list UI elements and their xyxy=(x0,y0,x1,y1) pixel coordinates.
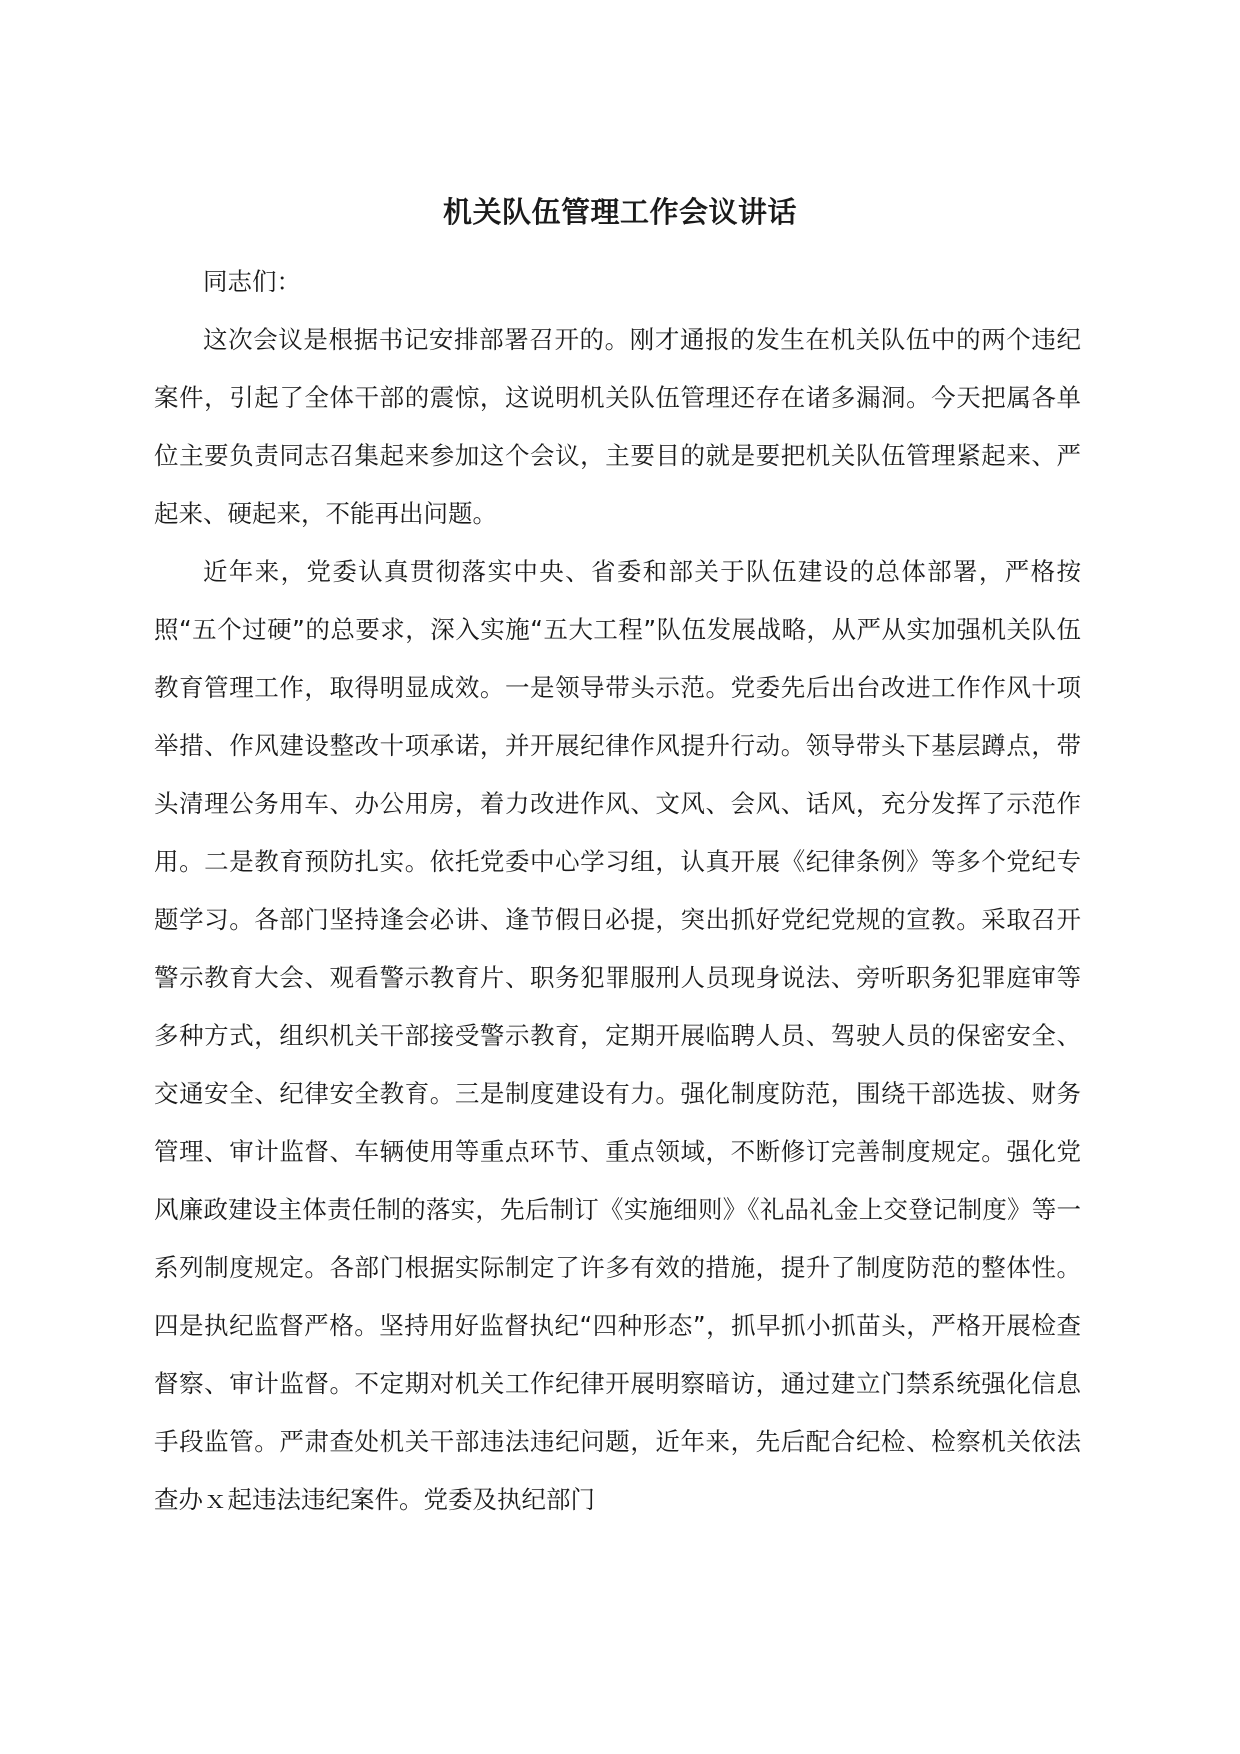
document-title: 机关队伍管理工作会议讲话 xyxy=(442,195,797,229)
paragraph-1: 这次会议是根据书记安排部署召开的。刚才通报的发生在机关队伍中的两个违纪案件，引起了全体干部的震惊，这说明机关队伍管理还存在诸多漏洞。今天把属各单位主要负责同志召集起来参加这个会议，主要目的就是要把机关队伍管理紧起来、严起来、硬起来，不能再出问题。 xyxy=(154,325,1081,528)
document-body xyxy=(154,253,1081,1529)
salutation: 同志们： xyxy=(203,267,301,296)
paragraph-2: 近年来，党委认真贯彻落实中央、省委和部关于队伍建设的总体部署，严格按照“五个过硬”的总要求，深入实施“五大工程”队伍发展战略，从严从实加强机关队伍教育管理工作，取得明显成效。一是领导带头示范。党委先后出台改进工作作风十项举措、作风建设整改十项承诺，并开展纪律作风提升行动。领导带头下基层蹲点，带头清理公务用车、办公用房，着力改进作风、文风、会风、话风，充分发挥了示范作用。二是教育预防扎实。依托党委中心学习组，认真开展《纪律条例》等多个党纪专题学习。各部门坚持逢会必讲、逢节假日必提，突出抓好党纪党规的宣教。采取召开警示教育大会、观看警示教育片、职务犯罪服刑人员现身说法、旁听职务犯罪庭审等多种方式，组织机关干部接受警示教育，定期开展临聘人员、驾驶人员的保密安全、交通安全、纪律安全教育。三是制度建设有力。强化制度防范，围绕干部选拔、财务管理、审计监督、车辆使用等重点环节、重点领域，不断修订完善制度规定。强化党风廉政建设主体责任制的落实，先后制订《实施细则》《礼品礼金上交登记制度》等一系列制度规定。各部门根据实际制定了许多有效的措施，提升了制度防范的整体性。四是执纪监督严格。坚持用好监督执纪“四种形态”，抓早抓小抓苗头，严格开展检查督察、审计监督。不定期对机关工作纪律开展明察暗访，通过建立门禁系统强化信息手段监管。严肃查处机关干部违法违纪问题，近年来，先后配合纪检、检察机关依法查办ｘ起违法违纪案件。党委及执纪部门 xyxy=(154,557,1081,1514)
